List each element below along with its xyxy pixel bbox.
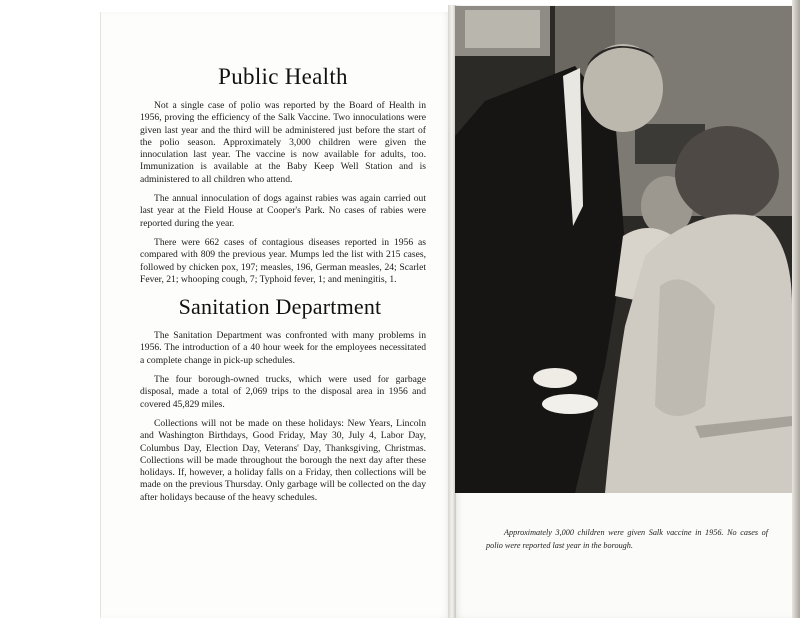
rabies-paragraph: The annual innoculation of dogs against rabies was again carried out last year at the Field House at Cooper's Park. No cases of rabies were reported during the year. bbox=[140, 193, 426, 229]
public-health-section bbox=[140, 64, 426, 286]
photo-caption: Approximately 3,000 children were given Salk vaccine in 1956. No cases of polio were reported last year in the borough. bbox=[486, 528, 768, 550]
holidays-paragraph: Collections will not be made on these holidays: New Years, Lincoln and Washington Birthdays, Good Friday, May 30, July 4, Labor Day, Columbus Day, Election Day, Veterans' Day, Thanksgiving, Christmas. Collections will be made throughout the borough the next day after these holidays. If, however, a holiday falls on a Friday, then collections will be made on the previous Thursday. Only garbage will be collected on the day after holidays because of the heavy schedules. bbox=[140, 417, 426, 503]
trucks-paragraph: The four borough-owned trucks, which were used for garbage disposal, made a total of 2,069 trips to the disposal area in 1956 and covered 45,829 miles. bbox=[140, 374, 426, 410]
public-health-heading: Public Health bbox=[218, 64, 348, 89]
polio-paragraph: Not a single case of polio was reported by the Board of Health in 1956, proving the efficiency of the Salk Vaccine. Two innoculations were given last year and the third will be administered just before the start of the polio season. Approximately 3,000 children were given the innoculation last year. The vaccine is now available for adults, too. Immunization is available at the Baby Keep Well Station and is administered to all children who attend. bbox=[140, 100, 426, 185]
child-shoe bbox=[533, 368, 577, 388]
sanitation-section bbox=[140, 294, 426, 504]
sanitation-heading: Sanitation Department bbox=[178, 294, 382, 320]
vaccination-photo bbox=[455, 6, 792, 493]
sanitation-problems-paragraph: The Sanitation Department was confronted with many problems in 1956. The introduction of a 40 hour week for the employees necessitated a complete change in pick-up schedules. bbox=[140, 330, 426, 366]
woman-hair bbox=[675, 126, 779, 222]
page-edge bbox=[792, 0, 800, 618]
contagious-diseases-paragraph: There were 662 cases of contagious diseases reported in 1956 as compared with 809 the previous year. Mumps led the list with 215 cases, followed by chicken pox, 197; measles, 196, German measles, 24; Scarlet Fever, 21; whooping cough, 7; Typhoid fever, 1; and meningitis, 1. bbox=[140, 236, 426, 285]
left-text-column bbox=[140, 60, 426, 511]
